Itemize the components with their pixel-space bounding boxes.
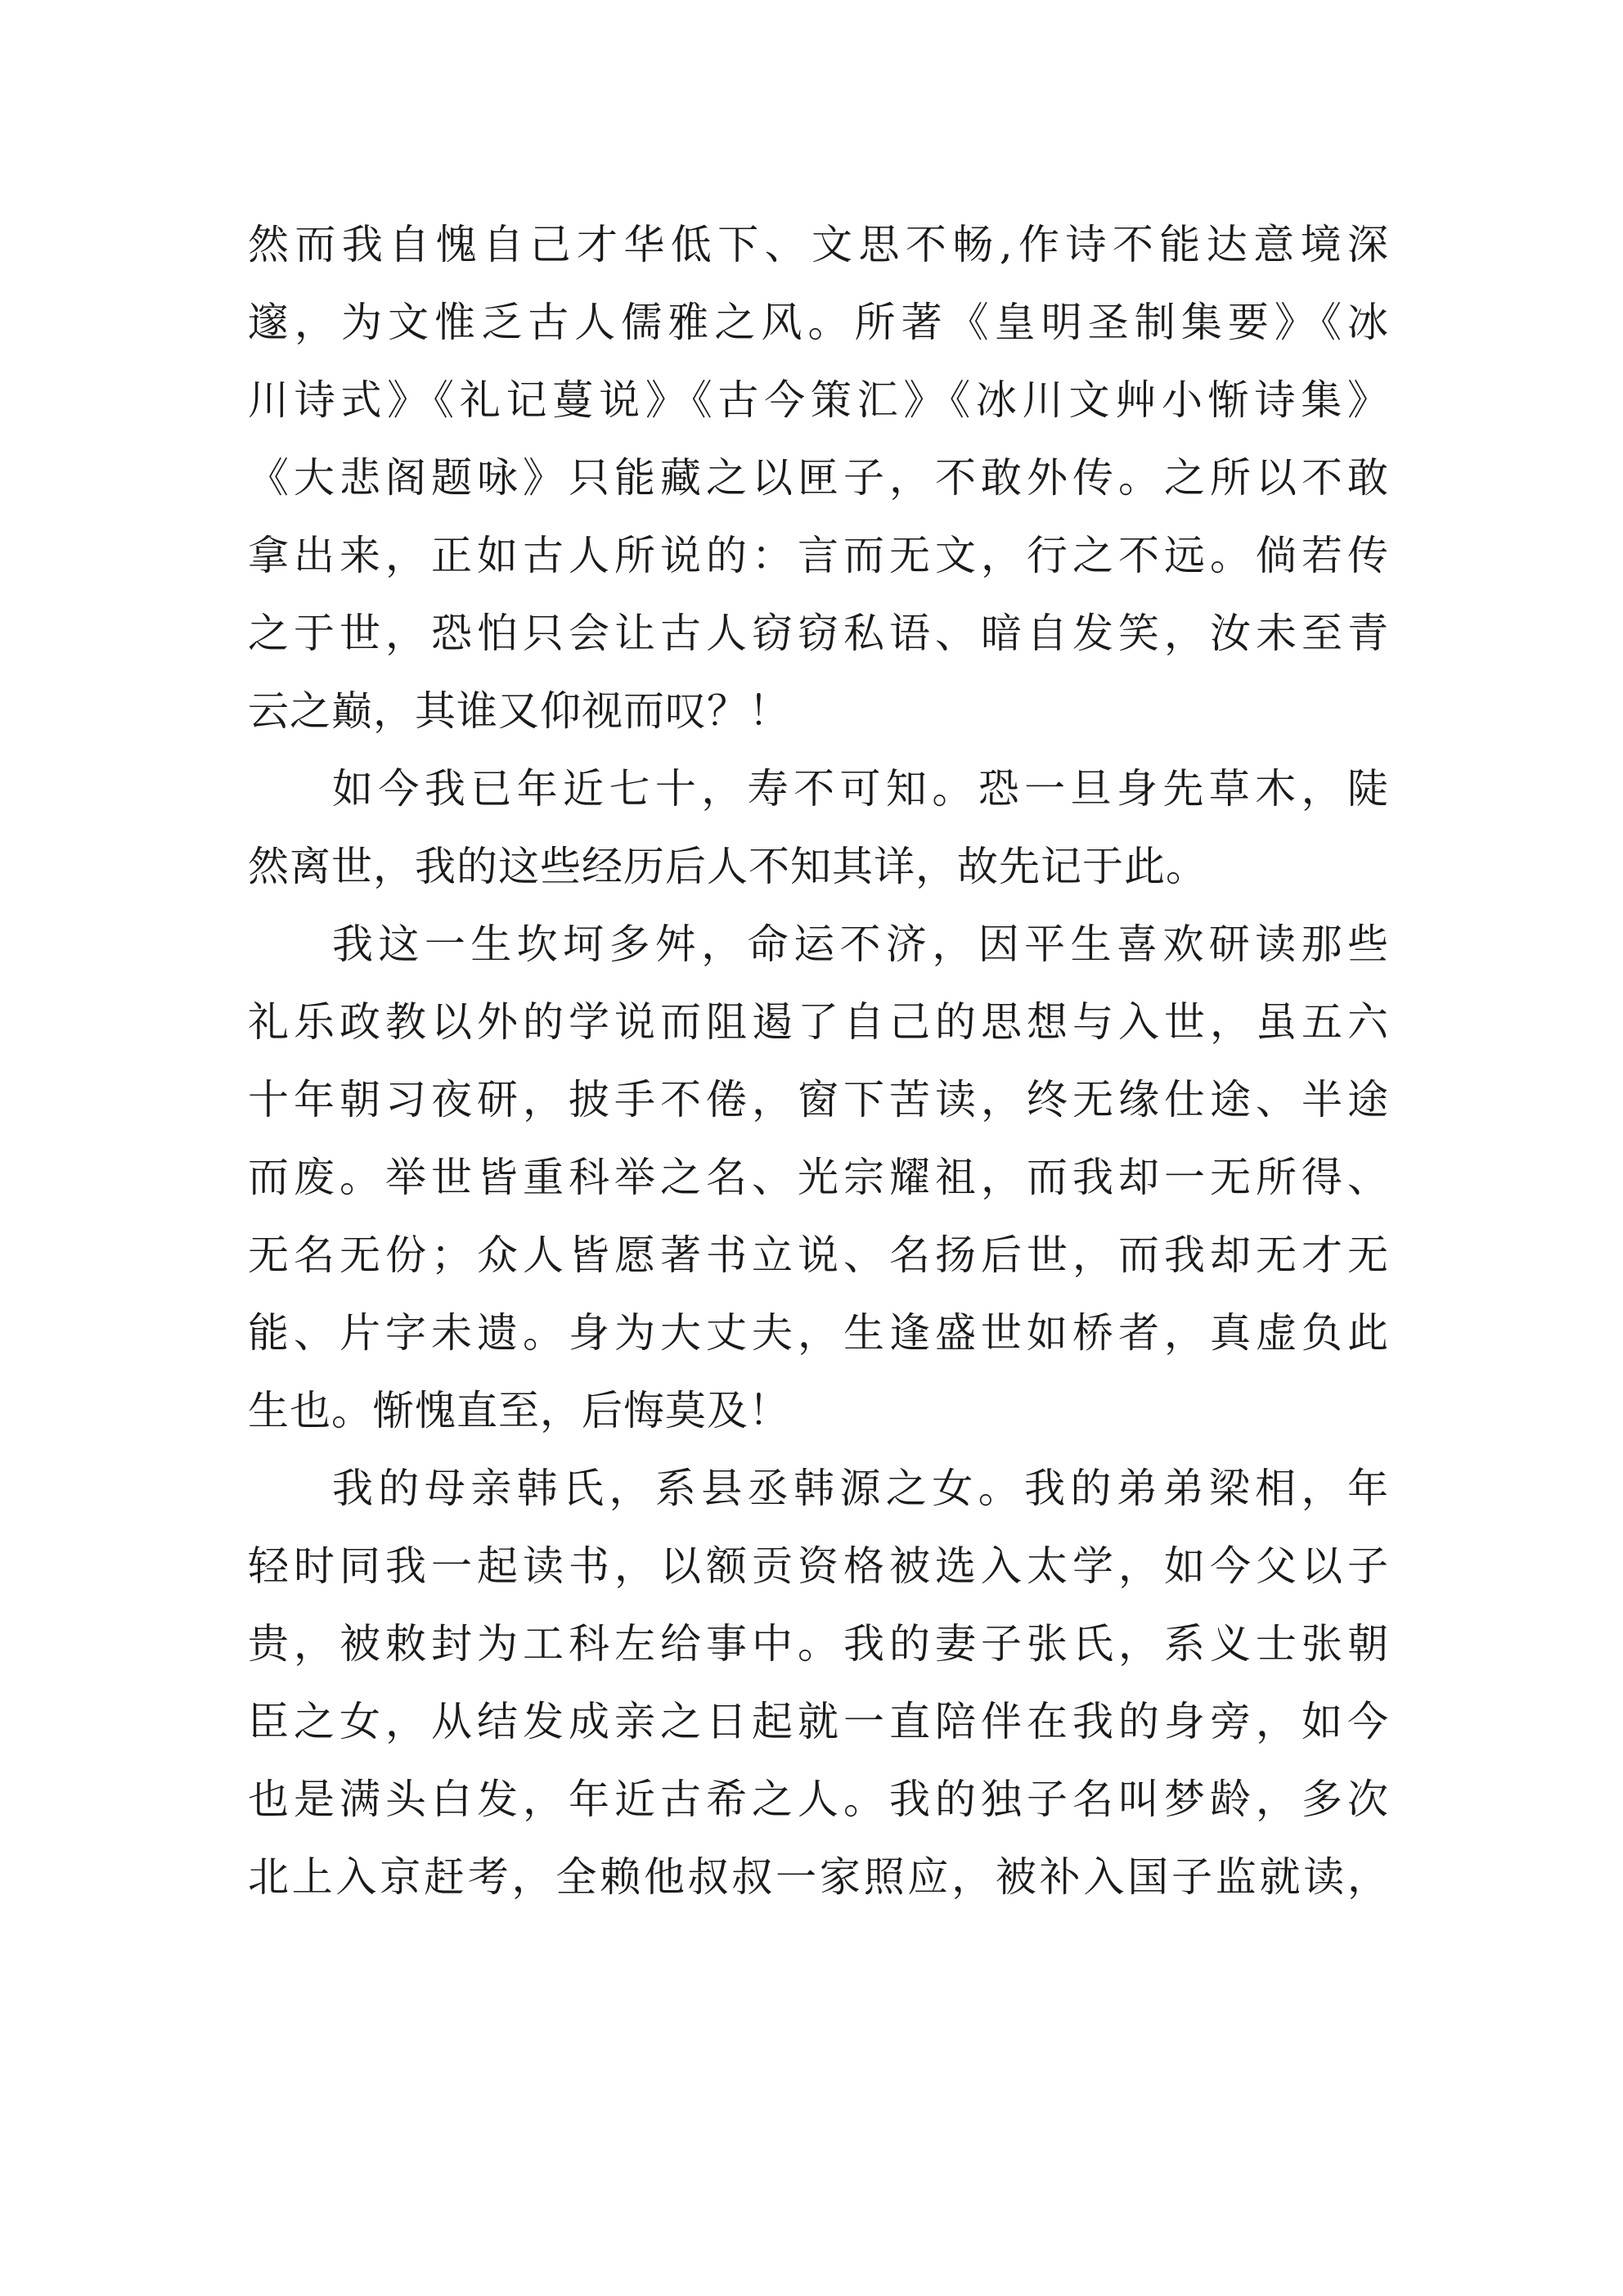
text-line: 然而我自愧自己才华低下、文思不畅,作诗不能达意境深 [248, 221, 1389, 268]
text-line: 《大悲阁题咏》只能藏之以匣子，不敢外传。之所以不敢 [248, 454, 1389, 502]
text-line: 而废。举世皆重科举之名、光宗耀祖，而我却一无所得、 [248, 1154, 1389, 1201]
text-line: 能、片字未遗。身为大丈夫，生逢盛世如桥者，真虚负此 [248, 1309, 1389, 1357]
text-line: 贵，被敕封为工科左给事中。我的妻子张氏，系义士张朝 [248, 1620, 1389, 1668]
text-line: 川诗式》《礼记蔓说》《古今策汇》《冰川文艸小惭诗集》 [248, 376, 1389, 424]
text-line: 十年朝习夜研，披手不倦，窗下苦读，终无缘仕途、半途 [248, 1076, 1389, 1123]
text-line: 无名无份；众人皆愿著书立说、名扬后世，而我却无才无 [248, 1231, 1389, 1279]
text-line: 我的母亲韩氏，系县丞韩源之女。我的弟弟梁相，年 [332, 1465, 1389, 1512]
paragraph [248, 750, 1389, 906]
text-line: 北上入京赶考，全赖他叔叔一家照应，被补入国子监就读， [248, 1853, 1389, 1901]
text-line: 生也。惭愧直至，后悔莫及！ [248, 1387, 790, 1434]
paragraph [248, 206, 1389, 750]
text-line: 然离世，我的这些经历后人不知其详，故先记于此。 [248, 843, 1207, 890]
paragraph [248, 1450, 1389, 1916]
text-line: 也是满头白发，年近古希之人。我的独子名叫梦龄，多次 [248, 1776, 1389, 1823]
document-body [248, 206, 1389, 1916]
text-line: 之于世，恐怕只会让古人窃窃私语、暗自发笑，汝未至青 [248, 610, 1389, 657]
text-line: 云之巅，其谁又仰视而叹？！ [248, 687, 790, 735]
text-line: 礼乐政教以外的学说而阻遏了自己的思想与入世，虽五六 [248, 998, 1389, 1046]
text-line: 我这一生坎坷多舛，命运不济，因平生喜欢研读那些 [332, 921, 1389, 968]
text-line: 邃，为文惟乏古人儒雅之风。所著《皇明圣制集要》《冰 [248, 299, 1389, 346]
paragraph [248, 906, 1389, 1450]
text-line: 拿出来，正如古人所说的：言而无文，行之不远。倘若传 [248, 532, 1389, 579]
text-line: 如今我已年近七十，寿不可知。恐一旦身先草木，陡 [332, 765, 1389, 813]
text-line: 轻时同我一起读书，以额贡资格被选入太学，如今父以子 [248, 1542, 1389, 1590]
text-line: 臣之女，从结发成亲之日起就一直陪伴在我的身旁，如今 [248, 1698, 1389, 1745]
